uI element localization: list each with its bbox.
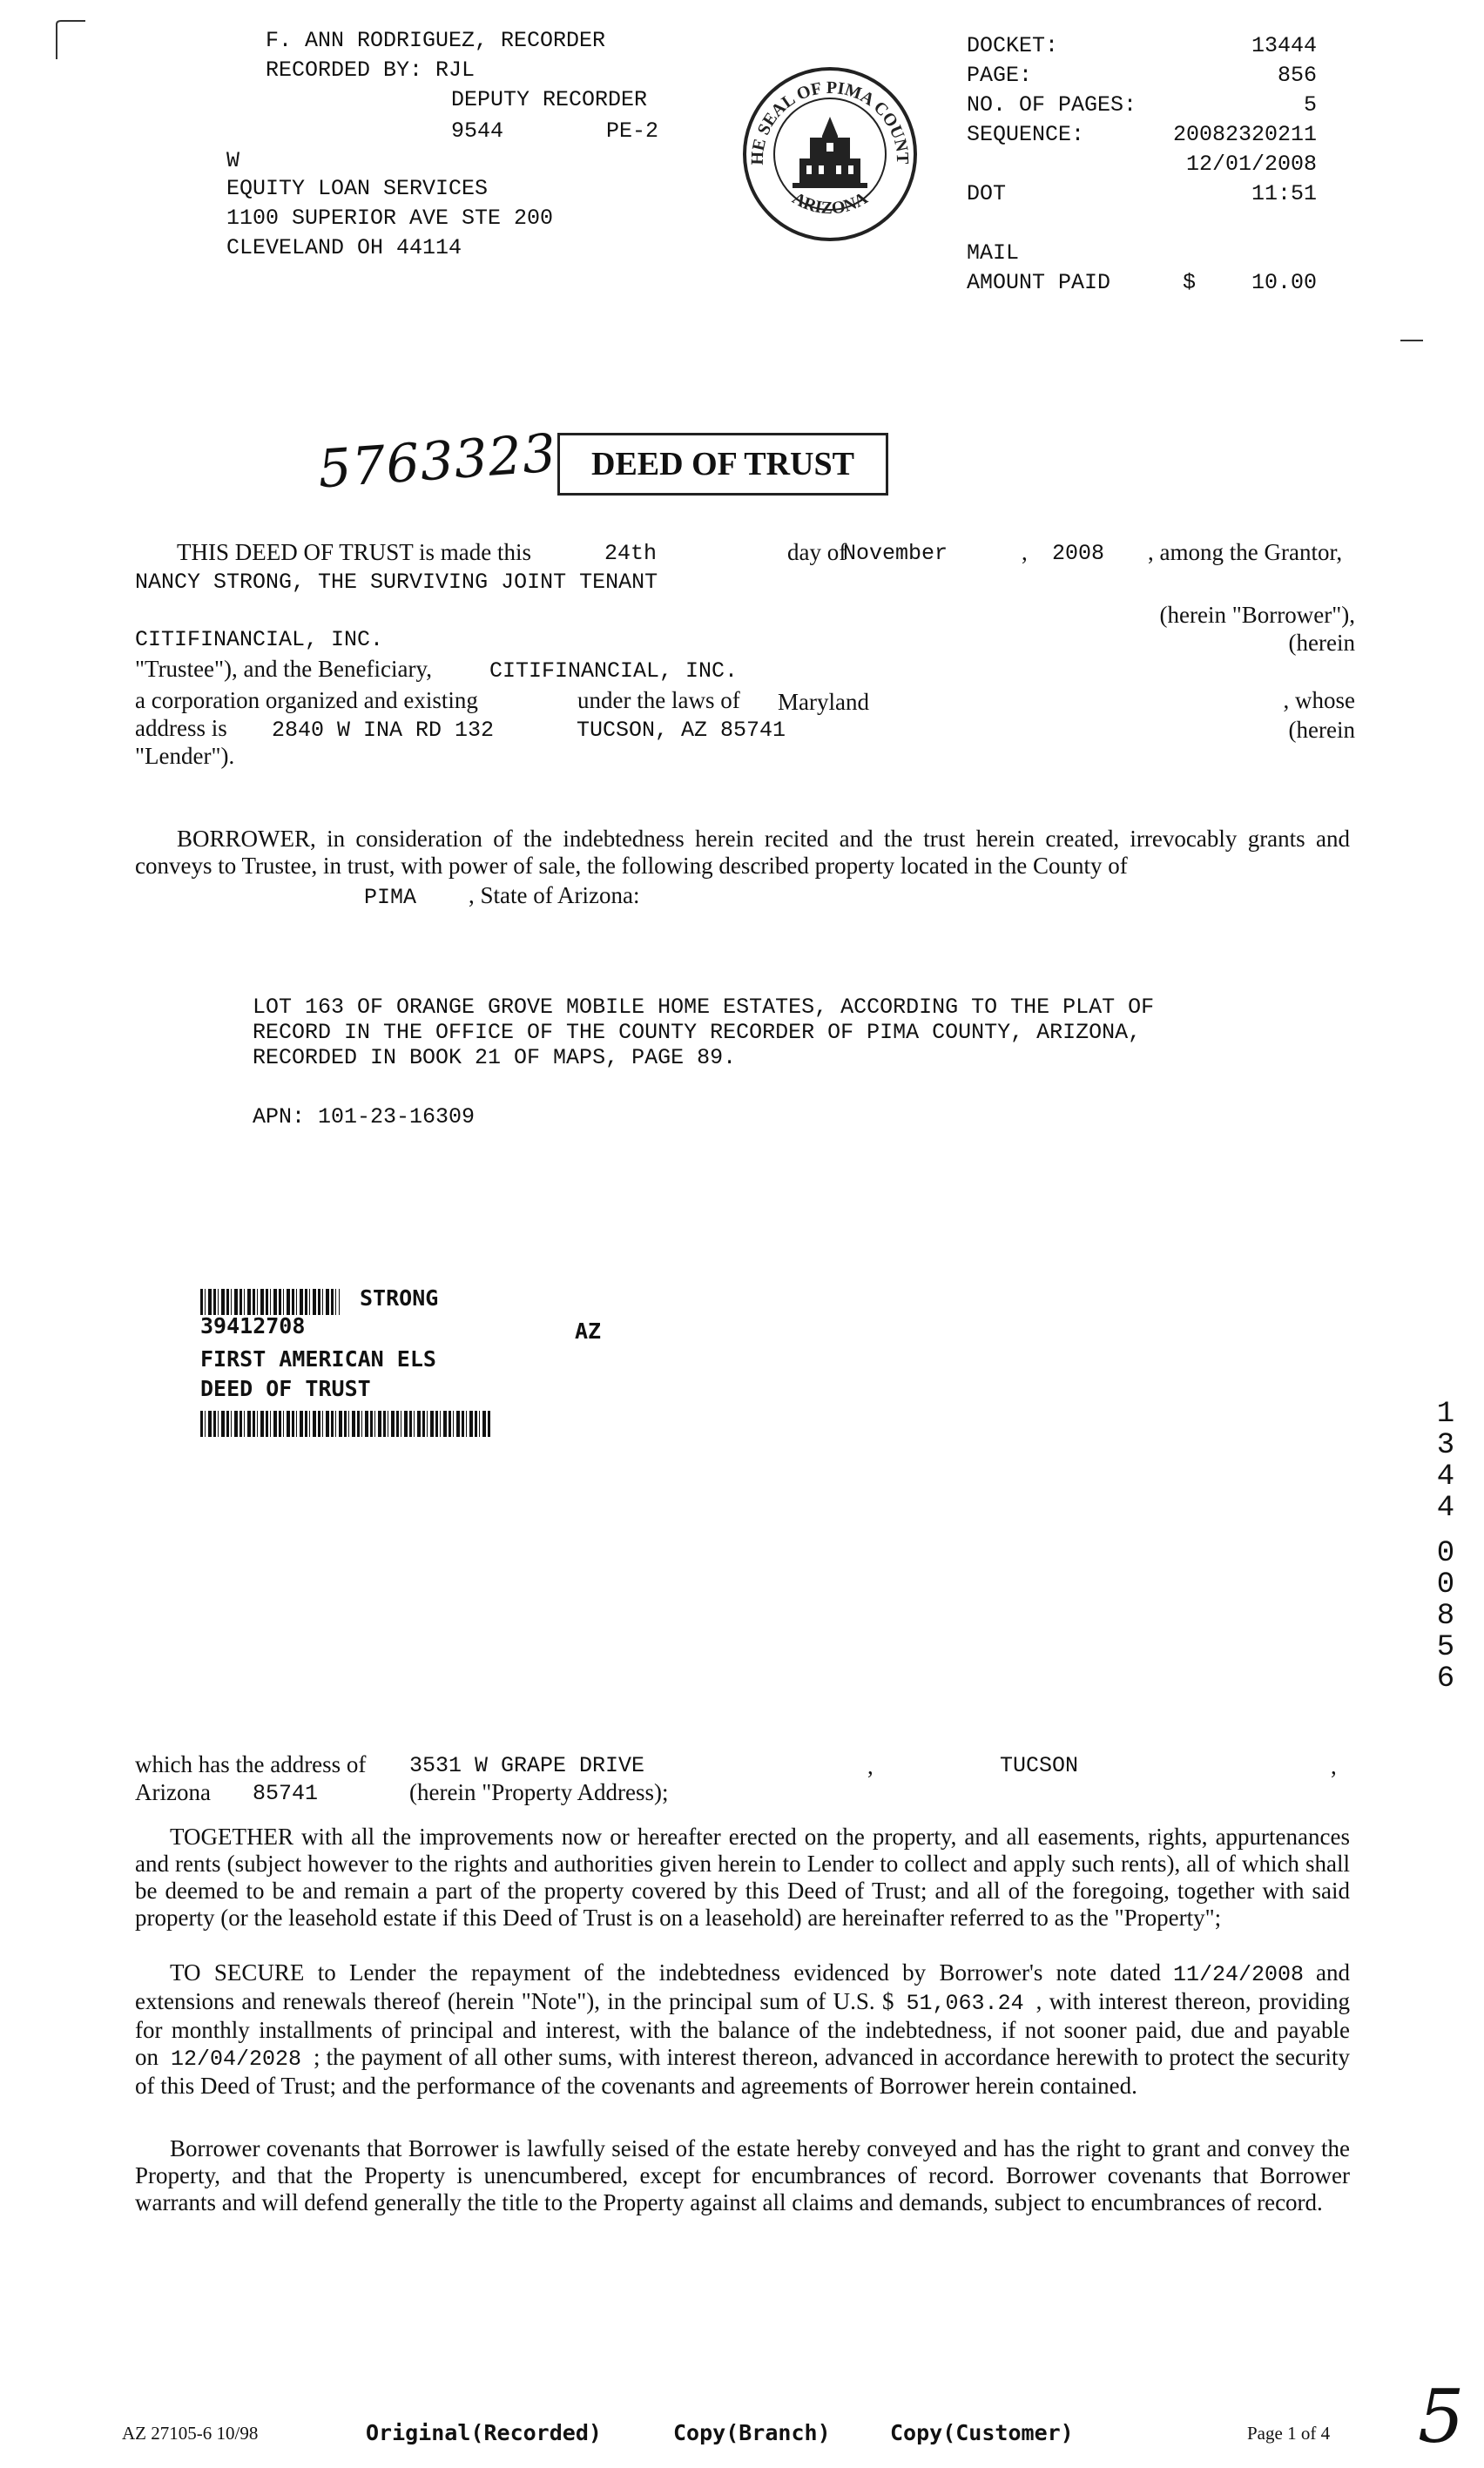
secure-text-1: TO SECURE to Lender the repayment of the indebtedness evidenced by Borrower's note dated <box>170 1959 1161 1986</box>
secure-paragraph <box>135 1959 1350 2100</box>
property-comma-1: , <box>867 1753 874 1779</box>
legal-line-3: RECORDED IN BOOK 21 OF MAPS, PAGE 89. <box>253 1045 737 1070</box>
svg-text:ARIZONA <box>789 188 872 218</box>
property-state: Arizona <box>135 1779 211 1805</box>
sequence-value: 20082320211 <box>1172 122 1317 147</box>
seal-icon <box>739 63 921 246</box>
property-zip: 85741 <box>253 1781 319 1806</box>
property-city: TUCSON <box>1000 1753 1079 1778</box>
label-doc: DEED OF TRUST <box>200 1376 371 1401</box>
lender-address: 2840 W INA RD 132 <box>272 718 495 743</box>
page-number: Page 1 of 4 <box>1247 2423 1331 2444</box>
side-stamp-digit: 8 <box>1436 1600 1455 1633</box>
deed-among: , among the Grantor, <box>1148 539 1343 565</box>
note-date: 11/24/2008 <box>1172 1962 1305 1987</box>
property-herein: (herein "Property Address); <box>409 1779 669 1805</box>
grantor-name: NANCY STRONG, THE SURVIVING JOINT TENANT <box>135 570 658 595</box>
recorder-name: F. ANN RODRIGUEZ, RECORDER <box>266 28 606 53</box>
amount-value: 10.00 <box>1251 270 1317 295</box>
return-name: EQUITY LOAN SERVICES <box>226 176 489 201</box>
side-stamp-digit: 6 <box>1436 1662 1455 1696</box>
side-stamp-digit: 3 <box>1436 1429 1455 1462</box>
borrower-text: BORROWER, in consideration of the indebtedness herein recited and the trust herein created, irrevocably grants and conveys to Trustee, in trust, with power of sale, the following described property located in the County of <box>135 826 1350 879</box>
copy-customer: Copy(Customer) <box>890 2420 1074 2445</box>
page-label: PAGE: <box>967 63 1033 88</box>
seal-bottom-text: ARIZONA <box>788 188 872 219</box>
borrower-paragraph <box>135 826 1350 880</box>
docket-label: DOCKET: <box>967 33 1059 58</box>
state-text: , State of Arizona: <box>469 882 640 908</box>
secure-text-3: , with interest thereon, providing for monthly installments of principal and interest, with the balance of the indebtedness, if not sooner paid, due and payable on <box>135 1988 1350 2070</box>
margin-dash <box>1400 340 1423 341</box>
recorded-by: RECORDED BY: RJL <box>266 57 476 83</box>
amount-label: AMOUNT PAID <box>967 270 1111 295</box>
state-of-law: Maryland <box>778 689 869 715</box>
recorder-code-2: PE-2 <box>606 118 659 144</box>
deed-day-of: day of <box>787 539 847 565</box>
label-company: FIRST AMERICAN ELS <box>200 1346 436 1372</box>
address-is-text: address is <box>135 715 227 741</box>
side-stamp-digit: 0 <box>1436 1568 1455 1602</box>
herein-borrower: (herein "Borrower"), <box>1159 602 1355 628</box>
mail-label: MAIL <box>967 240 1020 266</box>
trustee-label: "Trustee"), and the Beneficiary, <box>135 656 432 682</box>
dot-label: DOT <box>967 181 1007 206</box>
handwritten-number: 5763323 <box>315 422 559 501</box>
county-seal <box>739 63 921 246</box>
pages-label: NO. OF PAGES: <box>967 92 1137 118</box>
copy-original: Original(Recorded) <box>366 2420 602 2445</box>
trustee-name: CITIFINANCIAL, INC. <box>135 627 384 652</box>
side-stamp-digit: 5 <box>1436 1631 1455 1664</box>
secure-text-4: ; the payment of all other sums, with interest thereon, advanced in accordance herewith to protect the security of this Deed of Trust; and the performance of the covenants and agreements of Borrower herein contained. <box>135 2044 1350 2099</box>
return-address-1: 1100 SUPERIOR AVE STE 200 <box>226 206 554 231</box>
barcode-bottom <box>200 1411 491 1437</box>
sequence-label: SEQUENCE: <box>967 122 1085 147</box>
herein-trustee: (herein <box>1288 630 1355 656</box>
side-stamp <box>1428 1399 1463 1695</box>
lender-city: TUCSON, AZ 85741 <box>577 718 786 743</box>
side-stamp-digit: 0 <box>1436 1537 1455 1570</box>
return-w: W <box>226 148 240 173</box>
amount-currency: $ <box>1183 270 1197 295</box>
recording-date: 12/01/2008 <box>1185 152 1317 177</box>
corner-mark <box>52 17 87 61</box>
side-stamp-digit: 4 <box>1436 1460 1455 1494</box>
legal-line-1: LOT 163 OF ORANGE GROVE MOBILE HOME ESTATES, ACCORDING TO THE PLAT OF <box>253 995 1155 1020</box>
handwritten-page: 5 <box>1418 2374 1465 2459</box>
deed-comma: , <box>1022 539 1028 565</box>
property-street: 3531 W GRAPE DRIVE <box>409 1753 645 1778</box>
principal-sum: 51,063.24 <box>906 1991 1024 2016</box>
deed-month: November <box>843 541 948 566</box>
docket-value: 13444 <box>1251 33 1317 58</box>
label-name: STRONG <box>360 1285 439 1311</box>
together-paragraph: TOGETHER with all the improvements now or hereafter erected on the property, and all easements, rights, appurtenances and rents (subject however to the rights and authorities given herein to Lender to collect and apply such rents), all of which shall be deemed to be and remain a part of the property covered by this Deed of Trust; and all of the foregoing, together with said property (or the leasehold estate if this Deed of Trust is on a leasehold) are hereinafter referred to as the "Property"; <box>135 1824 1350 1931</box>
page-value: 856 <box>1277 63 1317 88</box>
label-state: AZ <box>575 1318 602 1344</box>
which-has-address: which has the address of <box>135 1751 367 1777</box>
pages-value: 5 <box>1303 92 1317 118</box>
form-number: AZ 27105-6 10/98 <box>122 2423 259 2444</box>
apn: APN: 101-23-16309 <box>253 1104 476 1129</box>
seal-top-text: HE SEAL OF PIMA COUNT <box>747 78 913 165</box>
secure-text-2: and extensions and renewals thereof (herein "Note"), in the principal sum of U.S. $ <box>135 1959 1350 2014</box>
copy-branch: Copy(Branch) <box>673 2420 831 2445</box>
return-address-2: CLEVELAND OH 44114 <box>226 235 462 260</box>
beneficiary-name: CITIFINANCIAL, INC. <box>489 658 739 684</box>
side-stamp-digit: 1 <box>1436 1398 1455 1431</box>
recorder-code-1: 9544 <box>451 118 504 144</box>
property-comma-2: , <box>1331 1753 1337 1779</box>
recording-time: 11:51 <box>1251 181 1317 206</box>
covenants-paragraph: Borrower covenants that Borrower is lawfully seised of the estate hereby conveyed and has the right to grant and convey the Property, and that the Property is unencumbered, except for encumbrances of record. Borrower covenants that Borrower warrants and will defend generally the title to the Property against all claims and demands, subject to encumbrances of record. <box>135 2135 1350 2215</box>
due-date: 12/04/2028 <box>171 2047 302 2072</box>
label-number: 39412708 <box>200 1313 306 1339</box>
legal-line-2: RECORD IN THE OFFICE OF THE COUNTY RECORDER OF PIMA COUNTY, ARIZONA, <box>253 1020 1142 1045</box>
county-name: PIMA <box>364 885 417 910</box>
corporation-text: a corporation organized and existing <box>135 687 478 713</box>
document-title: DEED OF TRUST <box>557 433 888 496</box>
deed-day: 24th <box>604 541 658 566</box>
lender-label: "Lender"). <box>135 743 235 769</box>
whose-text: , whose <box>1283 687 1355 713</box>
deed-intro: THIS DEED OF TRUST is made this <box>177 539 532 565</box>
herein-lender: (herein <box>1288 717 1355 743</box>
side-stamp-digit: 4 <box>1436 1492 1455 1525</box>
deed-year: 2008 <box>1052 541 1105 566</box>
deputy-recorder: DEPUTY RECORDER <box>451 87 648 112</box>
laws-text: under the laws of <box>577 687 740 713</box>
